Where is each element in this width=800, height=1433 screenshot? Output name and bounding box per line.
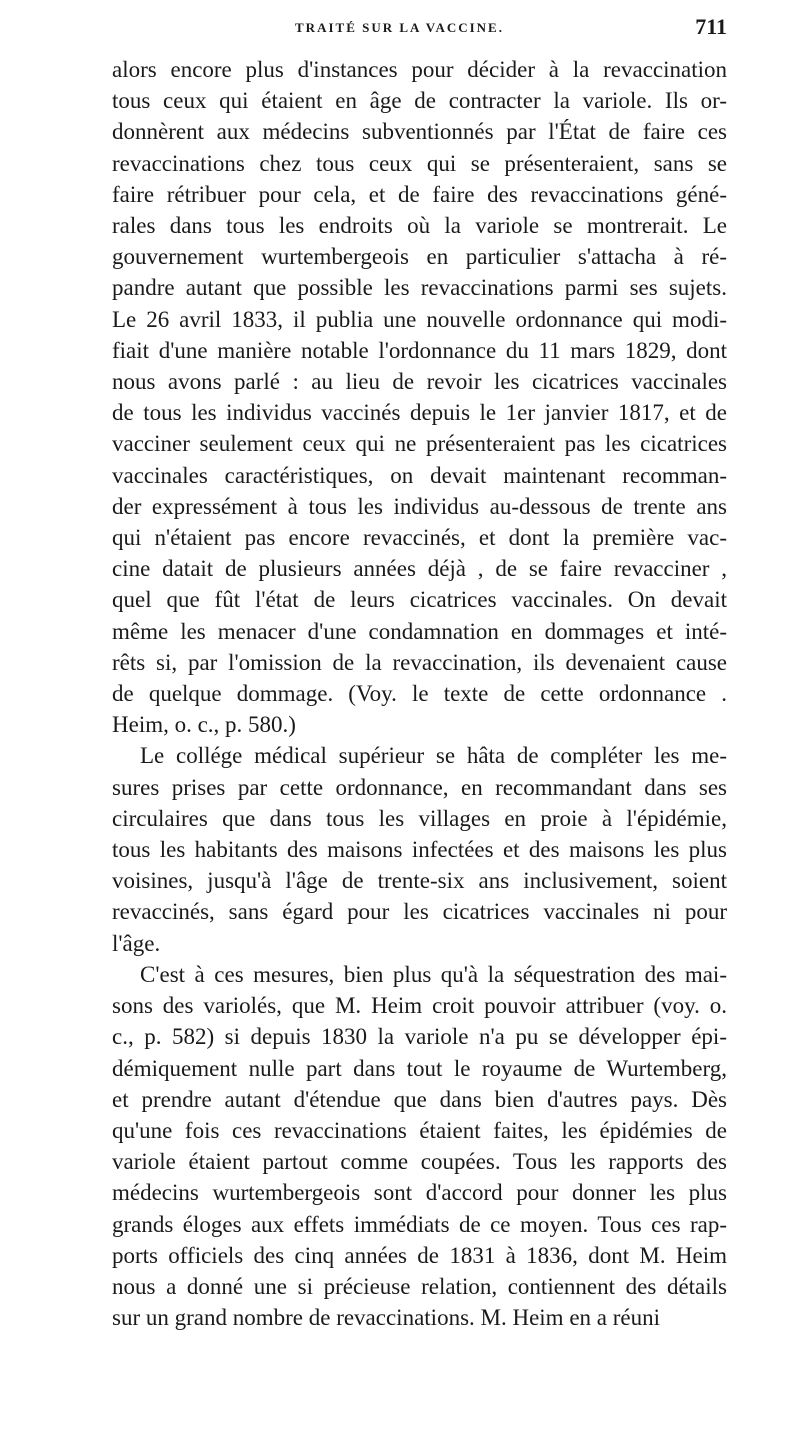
paragraph <box>112 959 727 1333</box>
text-line: revaccinés, sans égard pour les cicatrices vaccinales ni pour <box>112 899 727 925</box>
text-line: vacciner seulement ceux qui ne présenteraient pas les cicatrices <box>112 431 727 457</box>
text-line: c., p. 582) si depuis 1830 la variole n'a pu se développer épi- <box>112 1024 727 1050</box>
text-line: nous avons parlé : au lieu de revoir les cicatrices vaccinales <box>112 369 727 395</box>
text-line: de quelque dommage. (Voy. le texte de cette ordonnance . <box>112 681 727 707</box>
text-line: l'âge. <box>112 930 161 956</box>
text-line: der expressément à tous les individus au-dessous de trente ans <box>112 493 727 519</box>
text-line: même les menacer d'une condamnation en dommages et inté- <box>112 618 727 644</box>
paragraph <box>112 54 727 740</box>
text-line: vaccinales caractéristiques, on devait maintenant recomman- <box>112 462 727 488</box>
paragraph <box>112 740 727 958</box>
text-line: donnèrent aux médecins subventionnés par l'État de faire ces <box>112 119 727 145</box>
text-line: rales dans tous les endroits où la variole se montrerait. Le <box>112 213 727 239</box>
body-text <box>112 54 727 1333</box>
text-line: revaccinations chez tous ceux qui se présenteraient, sans se <box>112 150 727 176</box>
text-line: qui n'étaient pas encore revaccinés, et dont la première vac- <box>112 525 727 551</box>
text-line: démiquement nulle part dans tout le royaume de Wurtemberg, <box>112 1055 727 1081</box>
text-line: sures prises par cette ordonnance, en recommandant dans ses <box>112 774 727 800</box>
page-number: 711 <box>695 14 727 39</box>
text-line: pandre autant que possible les revaccinations parmi ses sujets. <box>112 275 727 301</box>
text-line: C'est à ces mesures, bien plus qu'à la séquestration des mai- <box>140 961 727 987</box>
running-title: TRAITÉ SUR LA VACCINE. <box>295 20 504 35</box>
book-page <box>112 12 727 1333</box>
text-line: Le 26 avril 1833, il publia une nouvelle ordonnance qui modi- <box>112 306 727 332</box>
text-line: faire rétribuer pour cela, et de faire des revaccinations géné- <box>112 181 727 207</box>
text-line: variole étaient partout comme coupées. Tous les rapports des <box>112 1149 727 1175</box>
text-line: et prendre autant d'étendue que dans bien d'autres pays. Dès <box>112 1086 727 1112</box>
text-line: tous ceux qui étaient en âge de contracter la variole. Ils or- <box>112 88 727 114</box>
text-line: grands éloges aux effets immédiats de ce moyen. Tous ces rap- <box>112 1211 727 1237</box>
text-line: sur un grand nombre de revaccinations. M. Heim en a réuni <box>112 1305 660 1331</box>
text-line: tous les habitants des maisons infectées et des maisons les plus <box>112 837 727 863</box>
text-line: sons des variolés, que M. Heim croit pouvoir attribuer (voy. o. <box>112 993 727 1019</box>
text-line: nous a donné une si précieuse relation, contiennent des détails <box>112 1273 727 1299</box>
text-line: gouvernement wurtembergeois en particulier s'attacha à ré- <box>112 244 727 270</box>
text-line: alors encore plus d'instances pour décider à la revaccination <box>112 57 727 82</box>
text-line: circulaires que dans tous les villages en proie à l'épidémie, <box>112 805 727 831</box>
text-line: fiait d'une manière notable l'ordonnance du 11 mars 1829, dont <box>112 337 727 363</box>
text-line: voisines, jusqu'à l'âge de trente-six ans inclusivement, soient <box>112 868 727 894</box>
text-line: cine datait de plusieurs années déjà , de se faire revacciner , <box>112 556 727 582</box>
text-line: ports officiels des cinq années de 1831 à 1836, dont M. Heim <box>112 1242 727 1268</box>
text-line: de tous les individus vaccinés depuis le 1er janvier 1817, et de <box>112 400 727 426</box>
running-head <box>112 12 727 39</box>
text-line: rêts si, par l'omission de la revaccination, ils devenaient cause <box>112 649 727 675</box>
text-line: qu'une fois ces revaccinations étaient faites, les épidémies de <box>112 1117 727 1143</box>
text-line: Le collége médical supérieur se hâta de compléter les me- <box>140 743 727 769</box>
text-line: quel que fût l'état de leurs cicatrices vaccinales. On devait <box>112 587 727 613</box>
text-line: Heim, o. c., p. 580.) <box>112 712 296 738</box>
text-line: médecins wurtembergeois sont d'accord pour donner les plus <box>112 1180 727 1206</box>
